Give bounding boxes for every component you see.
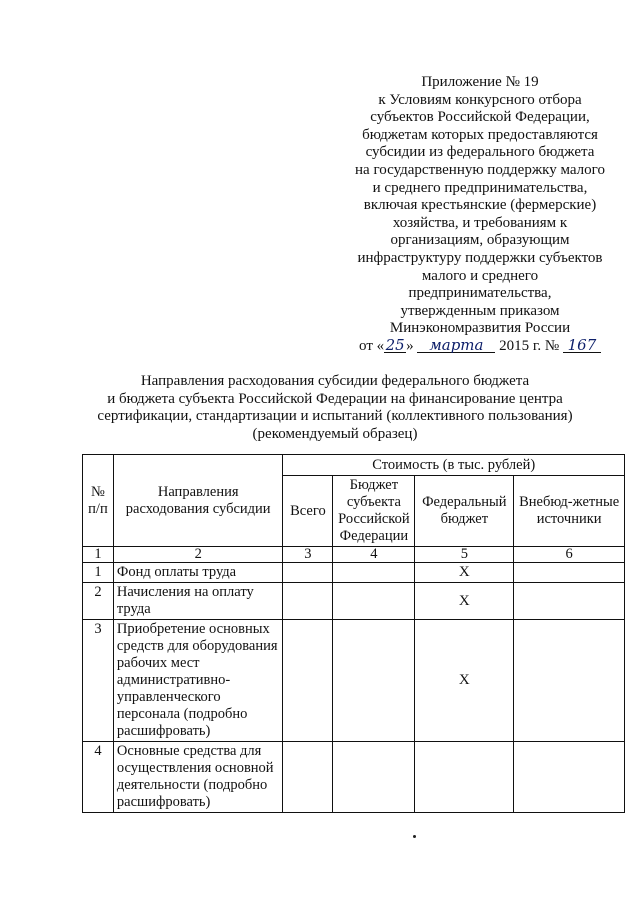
title-line: сертификации, стандартизации и испытаний (коллективного пользования) xyxy=(97,408,573,425)
cell-regional xyxy=(333,583,415,620)
row-num: 3 xyxy=(83,620,114,742)
col-header-offbudget: Внебюд-жетные источники xyxy=(514,476,625,547)
row-name: Приобретение основных средств для оборудования рабочих мест административно-управленческого персонала (подробно расшифровать) xyxy=(113,620,283,742)
order-prefix: от « xyxy=(359,337,385,354)
row-num: 1 xyxy=(83,563,114,583)
cell-total xyxy=(283,583,333,620)
column-number: 4 xyxy=(333,547,415,563)
order-year: 2015 г. № xyxy=(499,337,560,354)
header-line: и среднего предпринимательства, xyxy=(372,179,588,196)
header-line: утвержденным приказом xyxy=(400,302,560,319)
cell-total xyxy=(283,742,333,813)
column-number: 5 xyxy=(415,547,514,563)
title-line: Направления расходования субсидии федерального бюджета xyxy=(140,373,530,389)
column-number: 1 xyxy=(83,547,114,563)
cell-regional xyxy=(333,563,415,583)
header-line: Минэкономразвития России xyxy=(389,320,571,337)
page-dot xyxy=(413,835,416,838)
header-line: включая крестьянские (фермерские) xyxy=(363,197,597,214)
header-line: предпринимательства, xyxy=(408,285,552,302)
cell-total xyxy=(283,620,333,742)
order-day-handwritten: 25 xyxy=(385,335,405,354)
header-line: на государственную поддержку малого xyxy=(355,161,605,178)
col-header-direction: Направления расходования субсидии xyxy=(113,455,283,547)
table-header-row xyxy=(83,455,625,476)
header-line: организациям, образующим xyxy=(390,232,570,249)
col-header-federal-budget: Федеральный бюджет xyxy=(415,476,514,547)
cell-federal: X xyxy=(415,583,514,620)
header-line: к Условиям конкурсного отбора xyxy=(378,91,582,108)
cell-total xyxy=(283,563,333,583)
header-line: бюджетам которых предоставляются xyxy=(362,126,598,143)
header-line: субсидии из федерального бюджета xyxy=(365,144,595,161)
title-line: (рекомендуемый образец) xyxy=(252,425,418,442)
header-line: инфраструктуру поддержки субъектов xyxy=(357,249,603,266)
column-number-row xyxy=(83,547,625,563)
order-date-line xyxy=(345,335,615,356)
cell-offbudget xyxy=(514,563,625,583)
cell-federal: X xyxy=(415,620,514,742)
row-name: Фонд оплаты труда xyxy=(113,563,283,583)
document-title xyxy=(40,373,630,443)
cell-regional xyxy=(333,742,415,813)
cell-offbudget xyxy=(514,583,625,620)
cell-offbudget xyxy=(514,620,625,742)
col-header-total: Всего xyxy=(283,476,333,547)
row-name: Начисления на оплату труда xyxy=(113,583,283,620)
column-number: 3 xyxy=(283,547,333,563)
header-line: субъектов Российской Федерации, xyxy=(370,109,590,126)
col-header-cost: Стоимость (в тыс. рублей) xyxy=(283,455,625,476)
appendix-header xyxy=(345,74,615,356)
header-line: хозяйства, и требованиям к xyxy=(392,214,568,231)
row-num: 4 xyxy=(83,742,114,813)
order-number-handwritten: 167 xyxy=(563,338,601,353)
cell-federal: X xyxy=(415,563,514,583)
cell-offbudget xyxy=(514,742,625,813)
column-number: 2 xyxy=(113,547,283,563)
title-line: и бюджета субъекта Российской Федерации на финансирование центра xyxy=(107,390,563,407)
header-line: Приложение № 19 xyxy=(421,74,539,90)
col-header-regional-budget: Бюджет субъекта Российской Федерации xyxy=(333,476,415,547)
row-name: Основные средства для осуществления основной деятельности (подробно расшифровать) xyxy=(113,742,283,813)
expenditure-table xyxy=(82,454,625,813)
order-month-handwritten: марта xyxy=(417,338,495,353)
table-row xyxy=(83,583,625,620)
table-row xyxy=(83,563,625,583)
row-num: 2 xyxy=(83,583,114,620)
cell-federal xyxy=(415,742,514,813)
cell-regional xyxy=(333,620,415,742)
order-quote-close: » xyxy=(406,337,414,354)
table-row xyxy=(83,742,625,813)
table-row xyxy=(83,620,625,742)
column-number: 6 xyxy=(514,547,625,563)
header-line: малого и среднего xyxy=(421,267,539,284)
col-header-num: № п/п xyxy=(83,455,114,547)
